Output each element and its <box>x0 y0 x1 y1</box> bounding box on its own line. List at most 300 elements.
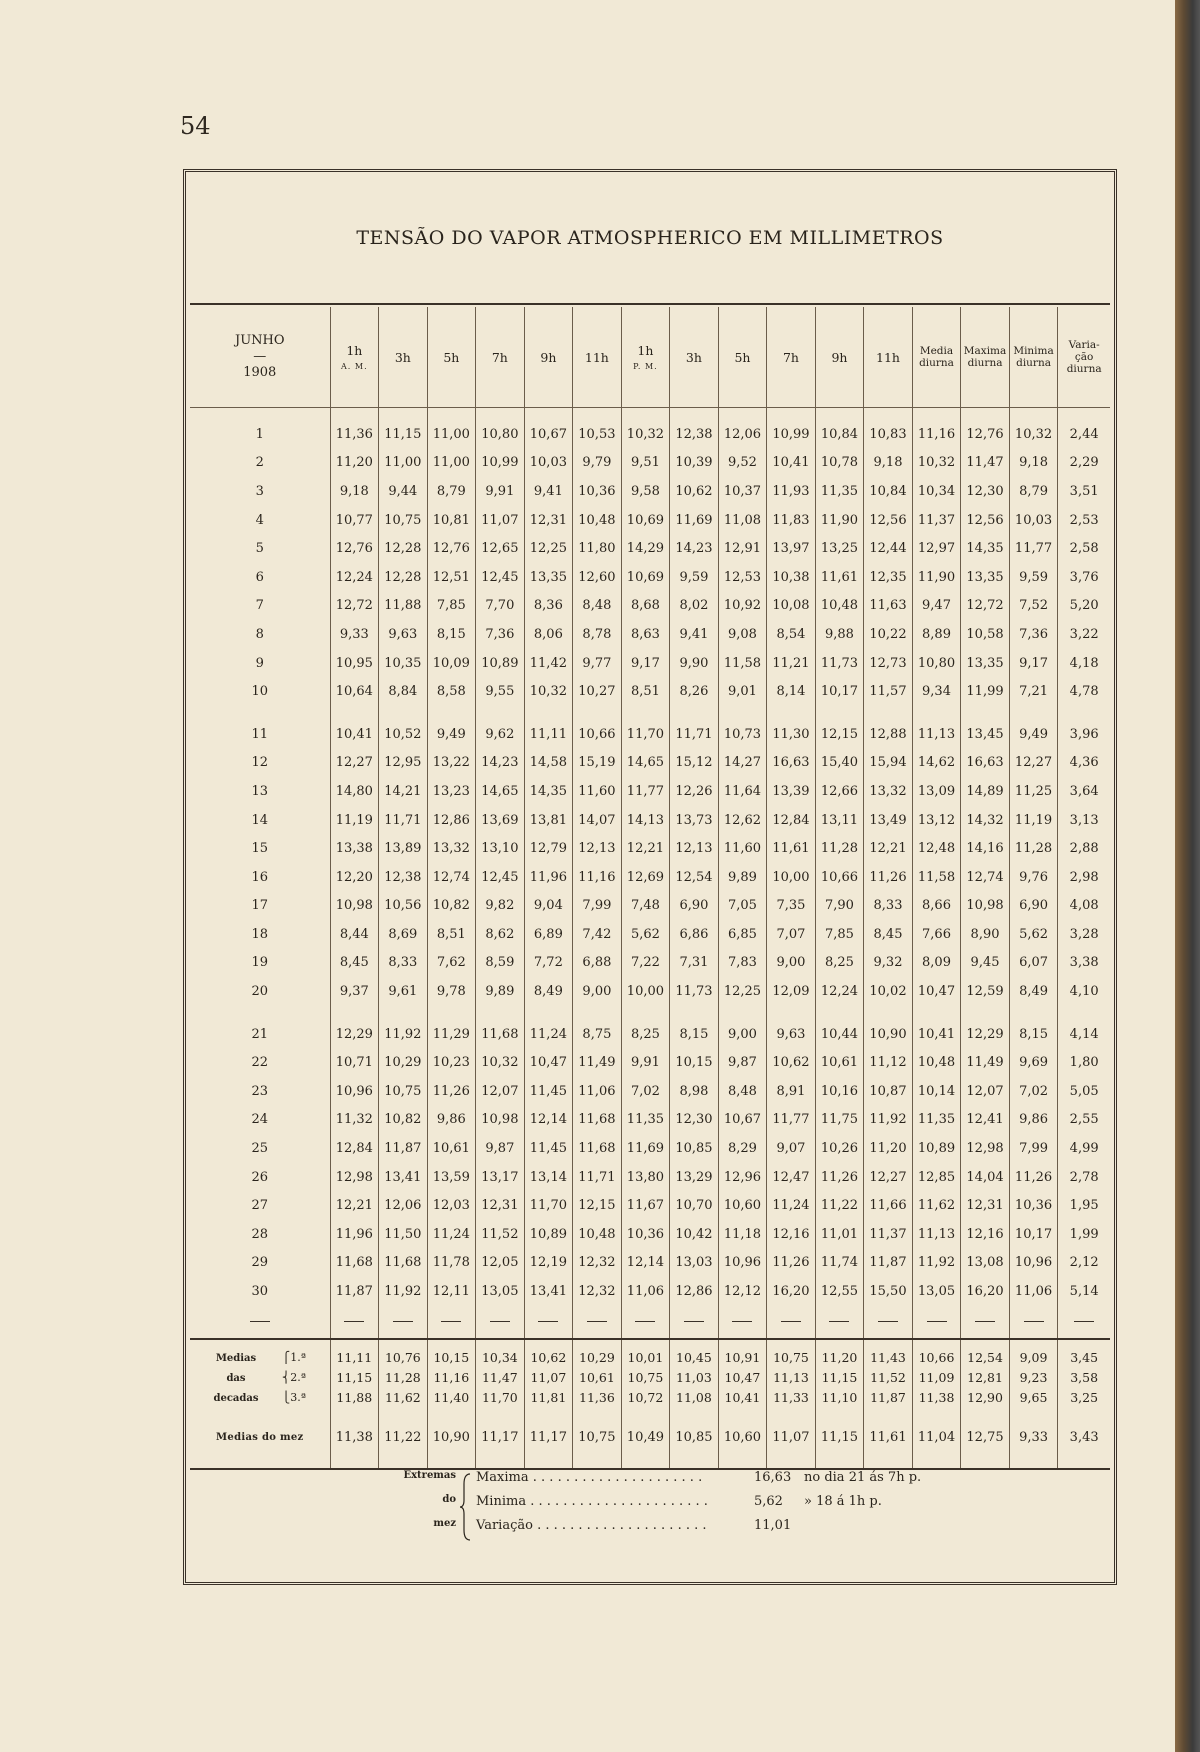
value-cell: 12,85 <box>912 1163 961 1192</box>
value-cell: 11,00 <box>427 408 476 449</box>
value-cell: 13,10 <box>476 834 525 863</box>
decade-label-word: decadas <box>213 1392 259 1404</box>
value-cell: 11,26 <box>815 1163 864 1192</box>
value-cell: 4,14 <box>1058 1020 1110 1049</box>
value-cell: 11,77 <box>767 1106 816 1135</box>
spacer-cell <box>718 706 767 720</box>
dash-mark <box>975 1321 995 1322</box>
value-cell: 12,30 <box>961 477 1010 506</box>
value-cell: 11,87 <box>864 1249 913 1278</box>
value-cell: 7,62 <box>427 949 476 978</box>
decade-spacer <box>190 1006 1110 1020</box>
header-row <box>190 307 1110 408</box>
header-text: diurna <box>919 357 954 369</box>
value-cell: 11,24 <box>767 1191 816 1220</box>
value-cell: 10,60 <box>718 1191 767 1220</box>
value-cell: 7,85 <box>815 920 864 949</box>
value-cell: 8,54 <box>767 620 816 649</box>
value-cell: 9,61 <box>379 977 428 1006</box>
dash-cell <box>621 1306 670 1339</box>
value-cell: 9,49 <box>1009 720 1058 749</box>
value-cell: 8,78 <box>573 620 622 649</box>
value-cell: 13,25 <box>815 534 864 563</box>
value-cell: 12,45 <box>476 863 525 892</box>
hour-label: 11h <box>876 349 900 365</box>
value-cell: 10,03 <box>524 449 573 478</box>
value-cell: 3,38 <box>1058 949 1110 978</box>
dash-mark <box>587 1321 607 1322</box>
value-cell: 8,33 <box>379 949 428 978</box>
value-cell: 10,49 <box>621 1408 670 1469</box>
value-cell: 12,11 <box>427 1277 476 1306</box>
value-cell: 10,48 <box>912 1048 961 1077</box>
value-cell: 11,68 <box>573 1106 622 1135</box>
value-cell: 10,98 <box>961 892 1010 921</box>
day-number: 2 <box>255 455 264 471</box>
value-cell: 6,89 <box>524 920 573 949</box>
value-cell: 10,32 <box>912 449 961 478</box>
value-cell: 12,74 <box>961 863 1010 892</box>
value-cell: 11,38 <box>330 1408 379 1469</box>
value-cell: 10,84 <box>864 477 913 506</box>
value-cell: 11,22 <box>815 1191 864 1220</box>
spacer-cell <box>767 1006 816 1020</box>
value-cell: 8,14 <box>767 677 816 706</box>
value-cell: 11,09 <box>912 1368 961 1388</box>
value-cell: 12,16 <box>961 1220 1010 1249</box>
value-cell: 4,99 <box>1058 1134 1110 1163</box>
value-cell: 8,49 <box>1009 977 1058 1006</box>
value-cell: 10,72 <box>621 1388 670 1408</box>
value-cell: 7,70 <box>476 592 525 621</box>
value-cell: 12,14 <box>524 1106 573 1135</box>
day-row <box>190 806 1110 835</box>
value-cell: 11,06 <box>573 1077 622 1106</box>
leader-dots: . . . . . . . . . . . . . . . . . . . . . <box>532 1518 707 1533</box>
day-row <box>190 649 1110 678</box>
value-cell: 12,30 <box>670 1106 719 1135</box>
value-cell: 9,07 <box>767 1134 816 1163</box>
am-label: A. M. <box>341 362 368 371</box>
day-row <box>190 1106 1110 1135</box>
value-cell: 11,26 <box>1009 1163 1058 1192</box>
hour-label: 1h <box>637 343 654 358</box>
value-cell: 11,36 <box>330 408 379 449</box>
spacer-cell <box>1009 1006 1058 1020</box>
value-cell: 11,96 <box>330 1220 379 1249</box>
value-cell: 12,53 <box>718 563 767 592</box>
value-cell: 10,80 <box>476 408 525 449</box>
value-cell: 11,38 <box>912 1388 961 1408</box>
value-cell: 11,62 <box>379 1388 428 1408</box>
value-cell: 12,25 <box>718 977 767 1006</box>
value-cell: 11,92 <box>379 1277 428 1306</box>
value-cell: 10,32 <box>621 408 670 449</box>
decade-mean-row <box>190 1368 1110 1388</box>
value-cell: 7,99 <box>573 892 622 921</box>
dash-mark <box>1024 1321 1044 1322</box>
spacer-cell <box>330 1006 379 1020</box>
value-cell: 11,70 <box>476 1388 525 1408</box>
value-cell: 9,69 <box>1009 1048 1058 1077</box>
value-cell: 3,51 <box>1058 477 1110 506</box>
value-cell: 10,84 <box>815 408 864 449</box>
value-cell: 1,80 <box>1058 1048 1110 1077</box>
value-cell: 11,75 <box>815 1106 864 1135</box>
value-cell: 12,28 <box>379 534 428 563</box>
value-cell: 11,81 <box>524 1388 573 1408</box>
value-cell: 12,12 <box>718 1277 767 1306</box>
value-cell: 8,68 <box>621 592 670 621</box>
hour-label: 5h <box>443 349 460 365</box>
value-cell: 12,15 <box>815 720 864 749</box>
value-cell: 12,79 <box>524 834 573 863</box>
value-cell: 7,72 <box>524 949 573 978</box>
value-cell: 11,45 <box>524 1134 573 1163</box>
value-cell: 11,35 <box>912 1106 961 1135</box>
value-cell: 11,10 <box>815 1388 864 1408</box>
value-cell: 13,05 <box>476 1277 525 1306</box>
value-cell: 11,15 <box>815 1408 864 1469</box>
value-cell: 11,28 <box>1009 834 1058 863</box>
day-number: 6 <box>255 569 264 585</box>
spacer-cell <box>476 706 525 720</box>
value-cell: 11,25 <box>1009 777 1058 806</box>
value-cell: 9,09 <box>1009 1339 1058 1368</box>
value-cell: 10,45 <box>670 1339 719 1368</box>
value-cell: 8,15 <box>427 620 476 649</box>
value-cell: 10,96 <box>330 1077 379 1106</box>
value-cell: 8,75 <box>573 1020 622 1049</box>
value-cell: 10,03 <box>1009 506 1058 535</box>
dash-mark <box>927 1321 947 1322</box>
value-cell: 11,11 <box>330 1339 379 1368</box>
day-row <box>190 1020 1110 1049</box>
day-number: 23 <box>251 1083 269 1099</box>
value-cell: 10,37 <box>718 477 767 506</box>
extreme-minima-row <box>186 1494 1114 1518</box>
value-cell: 13,39 <box>767 777 816 806</box>
value-cell: 13,73 <box>670 806 719 835</box>
value-cell: 11,99 <box>961 677 1010 706</box>
value-cell: 10,32 <box>1009 408 1058 449</box>
value-cell: 13,38 <box>330 834 379 863</box>
value-cell: 4,18 <box>1058 649 1110 678</box>
spacer-cell <box>961 706 1010 720</box>
hour-label: 9h <box>540 349 557 365</box>
value-cell: 10,35 <box>379 649 428 678</box>
value-cell: 11,71 <box>379 806 428 835</box>
value-cell: 12,97 <box>912 534 961 563</box>
value-cell: 2,58 <box>1058 534 1110 563</box>
value-cell: 12,81 <box>961 1368 1010 1388</box>
spacer-cell <box>815 1006 864 1020</box>
extremes-label-3: mez <box>433 1518 456 1529</box>
maxima-text: Maxima <box>476 1470 529 1485</box>
hour-header <box>524 307 573 408</box>
maxima-note: no dia 21 ás 7h p. <box>804 1470 922 1485</box>
value-cell: 12,44 <box>864 534 913 563</box>
value-cell: 12,21 <box>330 1191 379 1220</box>
value-cell: 10,34 <box>912 477 961 506</box>
value-cell: 11,37 <box>912 506 961 535</box>
spacer-cell <box>573 706 622 720</box>
header-text: Varia- <box>1068 339 1100 351</box>
value-cell: 11,15 <box>330 1368 379 1388</box>
value-cell: 11,71 <box>573 1163 622 1192</box>
hour-header <box>864 307 913 408</box>
value-cell: 11,87 <box>864 1388 913 1408</box>
value-cell: 7,85 <box>427 592 476 621</box>
dash-cell <box>864 1306 913 1339</box>
value-cell: 10,76 <box>379 1339 428 1368</box>
value-cell: 10,90 <box>427 1408 476 1469</box>
value-cell: 10,26 <box>815 1134 864 1163</box>
value-cell: 10,95 <box>330 649 379 678</box>
value-cell: 13,05 <box>912 1277 961 1306</box>
value-cell: 11,11 <box>524 720 573 749</box>
value-cell: 10,69 <box>621 563 670 592</box>
value-cell: 13,03 <box>670 1249 719 1278</box>
value-cell: 15,94 <box>864 749 913 778</box>
value-cell: 12,54 <box>961 1339 1010 1368</box>
value-cell: 12,62 <box>718 806 767 835</box>
dash-cell <box>330 1306 379 1339</box>
value-cell: 10,75 <box>573 1408 622 1469</box>
value-cell: 9,23 <box>1009 1368 1058 1388</box>
value-cell: 9,44 <box>379 477 428 506</box>
value-cell: 10,53 <box>573 408 622 449</box>
value-cell: 11,67 <box>621 1191 670 1220</box>
value-cell: 16,20 <box>767 1277 816 1306</box>
value-cell: 5,20 <box>1058 592 1110 621</box>
value-cell: 11,24 <box>427 1220 476 1249</box>
value-cell: 9,86 <box>1009 1106 1058 1135</box>
dash-cell <box>379 1306 428 1339</box>
day-row <box>190 1134 1110 1163</box>
value-cell: 12,31 <box>476 1191 525 1220</box>
value-cell: 12,74 <box>427 863 476 892</box>
hour-label: 7h <box>782 349 799 365</box>
value-cell: 14,89 <box>961 777 1010 806</box>
dash-separator-row <box>190 1306 1110 1339</box>
value-cell: 10,48 <box>815 592 864 621</box>
value-cell: 11,07 <box>767 1408 816 1469</box>
value-cell: 12,07 <box>476 1077 525 1106</box>
day-row <box>190 1077 1110 1106</box>
value-cell: 3,25 <box>1058 1388 1110 1408</box>
value-cell: 14,62 <box>912 749 961 778</box>
media-diurna-header <box>912 307 961 408</box>
value-cell: 12,35 <box>864 563 913 592</box>
hour-label: 7h <box>491 349 508 365</box>
spacer-cell <box>427 706 476 720</box>
value-cell: 11,00 <box>427 449 476 478</box>
value-cell: 12,69 <box>621 863 670 892</box>
value-cell: 10,01 <box>621 1339 670 1368</box>
dash-mark <box>732 1321 752 1322</box>
value-cell: 10,77 <box>330 506 379 535</box>
value-cell: 9,18 <box>864 449 913 478</box>
value-cell: 14,29 <box>621 534 670 563</box>
hour-header <box>573 307 622 408</box>
value-cell: 12,24 <box>330 563 379 592</box>
value-cell: 11,06 <box>1009 1277 1058 1306</box>
day-row <box>190 1163 1110 1192</box>
minima-value: 5,62 <box>754 1494 783 1509</box>
value-cell: 10,27 <box>573 677 622 706</box>
value-cell: 12,86 <box>670 1277 719 1306</box>
value-cell: 11,69 <box>621 1134 670 1163</box>
spacer-cell <box>621 1006 670 1020</box>
value-cell: 9,62 <box>476 720 525 749</box>
value-cell: 11,68 <box>476 1020 525 1049</box>
value-cell: 12,25 <box>524 534 573 563</box>
value-cell: 2,53 <box>1058 506 1110 535</box>
value-cell: 14,65 <box>621 749 670 778</box>
value-cell: 8,09 <box>912 949 961 978</box>
dash-mark <box>490 1321 510 1322</box>
vapor-tension-table <box>190 307 1110 1470</box>
value-cell: 12,66 <box>815 777 864 806</box>
day-row <box>190 592 1110 621</box>
day-number: 19 <box>251 955 269 971</box>
value-cell: 5,62 <box>1009 920 1058 949</box>
value-cell: 3,45 <box>1058 1339 1110 1368</box>
value-cell: 9,17 <box>1009 649 1058 678</box>
value-cell: 8,62 <box>476 920 525 949</box>
value-cell: 3,22 <box>1058 620 1110 649</box>
decade-mean-row <box>190 1388 1110 1408</box>
decade-label-word: Medias <box>215 1352 257 1364</box>
value-cell: 11,17 <box>524 1408 573 1469</box>
value-cell: 9,63 <box>767 1020 816 1049</box>
value-cell: 8,15 <box>670 1020 719 1049</box>
decade-label-word: das <box>226 1372 246 1384</box>
value-cell: 10,09 <box>427 649 476 678</box>
value-cell: 11,92 <box>379 1020 428 1049</box>
value-cell: 9,91 <box>476 477 525 506</box>
value-cell: 8,29 <box>718 1134 767 1163</box>
pm-label: P. M. <box>633 362 658 371</box>
value-cell: 10,14 <box>912 1077 961 1106</box>
hour-header <box>476 307 525 408</box>
value-cell: 11,71 <box>670 720 719 749</box>
value-cell: 10,61 <box>573 1368 622 1388</box>
value-cell: 11,21 <box>767 649 816 678</box>
value-cell: 4,10 <box>1058 977 1110 1006</box>
day-row <box>190 534 1110 563</box>
header-text: diurna <box>967 357 1003 369</box>
value-cell: 12,65 <box>476 534 525 563</box>
value-cell: 10,17 <box>1009 1220 1058 1249</box>
decade-spacer <box>190 706 1110 720</box>
value-cell: 12,05 <box>476 1249 525 1278</box>
value-cell: 8,59 <box>476 949 525 978</box>
hour-label: 9h <box>831 349 848 365</box>
day-row <box>190 720 1110 749</box>
value-cell: 10,41 <box>718 1388 767 1408</box>
value-cell: 6,90 <box>1009 892 1058 921</box>
day-number: 7 <box>255 598 264 614</box>
value-cell: 12,98 <box>330 1163 379 1192</box>
value-cell: 12,27 <box>1009 749 1058 778</box>
day-row <box>190 408 1110 449</box>
value-cell: 12,86 <box>427 806 476 835</box>
value-cell: 10,47 <box>718 1368 767 1388</box>
day-row <box>190 977 1110 1006</box>
value-cell: 8,26 <box>670 677 719 706</box>
spacer-cell <box>379 706 428 720</box>
value-cell: 10,89 <box>912 1134 961 1163</box>
value-cell: 10,41 <box>767 449 816 478</box>
value-cell: 10,52 <box>379 720 428 749</box>
day-row <box>190 863 1110 892</box>
value-cell: 10,62 <box>767 1048 816 1077</box>
value-cell: 12,76 <box>330 534 379 563</box>
value-cell: 9,45 <box>961 949 1010 978</box>
value-cell: 11,49 <box>573 1048 622 1077</box>
header-text: Minima <box>1013 345 1054 357</box>
value-cell: 15,40 <box>815 749 864 778</box>
value-cell: 11,90 <box>912 563 961 592</box>
value-cell: 12,45 <box>476 563 525 592</box>
day-number: 3 <box>255 483 264 499</box>
value-cell: 11,08 <box>670 1388 719 1408</box>
value-cell: 11,68 <box>573 1134 622 1163</box>
value-cell: 11,16 <box>573 863 622 892</box>
value-cell: 13,35 <box>524 563 573 592</box>
day-number: 30 <box>251 1284 269 1300</box>
value-cell: 8,45 <box>330 949 379 978</box>
value-cell: 10,61 <box>427 1134 476 1163</box>
dash-cell <box>476 1306 525 1339</box>
value-cell: 13,14 <box>524 1163 573 1192</box>
value-cell: 14,35 <box>524 777 573 806</box>
spacer-cell <box>1009 706 1058 720</box>
value-cell: 9,18 <box>330 477 379 506</box>
hour-header <box>427 307 476 408</box>
value-cell: 7,99 <box>1009 1134 1058 1163</box>
value-cell: 8,48 <box>573 592 622 621</box>
value-cell: 12,72 <box>961 592 1010 621</box>
value-cell: 8,91 <box>767 1077 816 1106</box>
value-cell: 9,41 <box>524 477 573 506</box>
value-cell: 9,00 <box>573 977 622 1006</box>
value-cell: 11,36 <box>573 1388 622 1408</box>
value-cell: 12,76 <box>427 534 476 563</box>
value-cell: 9,00 <box>718 1020 767 1049</box>
value-cell: 11,45 <box>524 1077 573 1106</box>
value-cell: 11,04 <box>912 1408 961 1469</box>
spacer-cell <box>330 706 379 720</box>
value-cell: 12,84 <box>767 806 816 835</box>
value-cell: 12,54 <box>670 863 719 892</box>
spacer-cell <box>1058 1006 1110 1020</box>
value-cell: 11,01 <box>815 1220 864 1249</box>
day-number: 22 <box>251 1055 269 1071</box>
day-number: 5 <box>255 541 264 557</box>
value-cell: 10,58 <box>961 620 1010 649</box>
extreme-maxima-row <box>186 1470 1114 1494</box>
value-cell: 11,61 <box>815 563 864 592</box>
value-cell: 10,96 <box>718 1249 767 1278</box>
value-cell: 11,49 <box>961 1048 1010 1077</box>
spacer-cell <box>190 706 330 720</box>
value-cell: 7,83 <box>718 949 767 978</box>
value-cell: 13,35 <box>961 563 1010 592</box>
value-cell: 10,71 <box>330 1048 379 1077</box>
